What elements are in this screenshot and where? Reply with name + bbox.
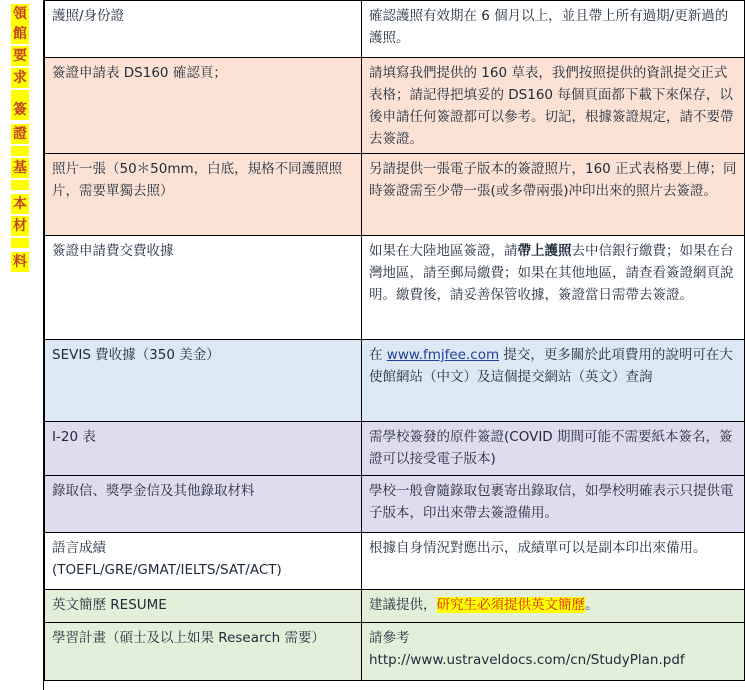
- table-row: [45, 340, 745, 422]
- table-row: [45, 476, 745, 533]
- sidebar-char: 基: [13, 160, 27, 176]
- table-row: [45, 623, 745, 681]
- desc-text: 。: [585, 597, 599, 613]
- item-label: 簽證申請費交費收據: [45, 236, 362, 340]
- sidebar-column: [0, 0, 44, 690]
- item-description: [362, 623, 745, 681]
- desc-text: 提交，更多關於此項費用的說明可在大使館網站（中文）及這個提交網站（英文）查詢: [369, 347, 733, 385]
- label-line: 語言成績: [52, 540, 106, 556]
- table-row: [45, 422, 745, 476]
- item-label: I-20 表: [45, 422, 362, 476]
- sidebar-char: 要: [13, 48, 27, 64]
- item-label: 照片一張（50＊50mm，白底，規格不同護照照片，需要單獨去照）: [45, 154, 362, 236]
- sidebar-char: 館: [13, 26, 27, 42]
- item-description: 需學校簽發的原件簽證(COVID 期間可能不需要紙本簽名，簽證可以接受電子版本): [362, 422, 745, 476]
- item-description: 根據自身情況對應出示，成績單可以是副本印出來備用。: [362, 533, 745, 590]
- item-label: 護照/身份證: [45, 1, 362, 58]
- visa-documents-table: [44, 0, 745, 681]
- table-row: [45, 1, 745, 58]
- table-row: [45, 236, 745, 340]
- sidebar-char: 領: [13, 6, 27, 22]
- sidebar-char: 簽: [13, 102, 27, 118]
- sidebar-char: 材: [13, 218, 27, 234]
- table-row: [45, 590, 745, 623]
- desc-text: 如果在大陸地區簽證，請: [369, 243, 518, 259]
- fmjfee-link[interactable]: www.fmjfee.com: [386, 347, 500, 363]
- item-label: 簽證申請表 DS160 確認頁；: [45, 58, 362, 154]
- table-row: [45, 154, 745, 236]
- item-description: 請填寫我們提供的 160 草表，我們按照提供的資訊提交正式表格；請記得把填妥的 DS160 每個頁面都下載下來保存，以後申請任何簽證都可以參考。切記，根據簽證規定，請不要帶去簽證。: [362, 58, 745, 154]
- sidebar-highlight: [11, 180, 29, 190]
- item-label: 錄取信、獎學金信及其他錄取材料: [45, 476, 362, 533]
- item-label: SEVIS 費收據（350 美金）: [45, 340, 362, 422]
- sidebar-char: 本: [13, 196, 27, 212]
- item-description: [362, 236, 745, 340]
- item-description: [362, 590, 745, 623]
- desc-text: 去中信銀行繳費；如果在台灣地區，請至郵局繳費；如果在其他地區，請查看簽證網頁說明。繳費後，請妥善保管收據，簽證當日需帶去簽證。: [369, 243, 734, 303]
- label-line: (TOEFL/GRE/GMAT/IELTS/SAT/ACT): [52, 562, 282, 578]
- sidebar-char: 求: [13, 70, 27, 86]
- item-label: 英文簡歷 RESUME: [45, 590, 362, 623]
- desc-text: 建議提供，: [369, 597, 437, 613]
- item-description: 另請提供一張電子版本的簽證照片，160 正式表格要上傳；同時簽證需至少帶一張(或多帶兩張)冲印出來的照片去簽證。: [362, 154, 745, 236]
- item-description: 確認護照有效期在 6 個月以上，並且帶上所有過期/更新過的護照。: [362, 1, 745, 58]
- item-description: [362, 340, 745, 422]
- sidebar-highlight: [11, 146, 29, 156]
- sidebar-char: 證: [13, 126, 27, 142]
- table-row: [45, 533, 745, 590]
- sidebar-char: 料: [13, 254, 27, 270]
- bring-passport-emphasis: 帶上護照: [517, 243, 572, 259]
- item-description: 學校一般會隨錄取包裹寄出錄取信，如學校明確表示只提供電子版本，印出來帶去簽證備用。: [362, 476, 745, 533]
- resume-required-highlight: 研究生必須提供英文簡歷: [436, 597, 585, 613]
- sidebar-highlight: [11, 238, 29, 248]
- desc-text: 在: [369, 347, 387, 363]
- item-label: 學習計畫（碩士及以上如果 Research 需要）: [45, 623, 362, 681]
- study-plan-url[interactable]: http://www.ustraveldocs.com/cn/StudyPlan.pdf: [369, 652, 685, 668]
- item-label: [45, 533, 362, 590]
- sidebar-highlight: [11, 90, 29, 100]
- desc-line: 請參考: [369, 630, 410, 646]
- table-row: [45, 58, 745, 154]
